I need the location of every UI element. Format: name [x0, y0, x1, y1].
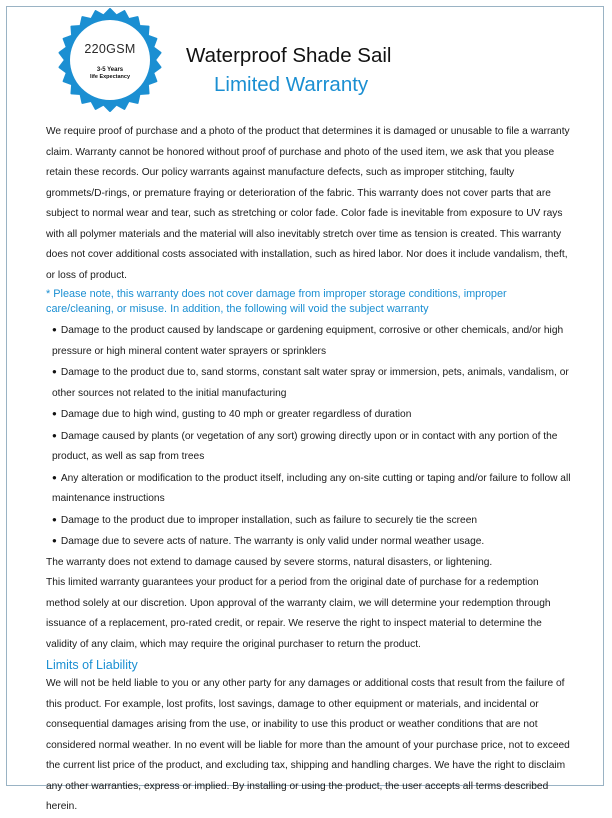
- badge-life-expectancy: life Expectancy: [89, 74, 131, 80]
- bullet-icon: ●: [52, 325, 57, 334]
- warranty-body: [46, 122, 572, 818]
- intro-paragraph: We require proof of purchase and a photo of the product that determines it is damaged or unusable to file a warranty claim. Warranty cannot be honored without proof of purchase and photo of the used item, we ask that you please retain these records. Our policy warrants against manufacture defects, such as improper stitching, faulty grommets/D-rings, or premature fraying or deterioration of the fabric. This warranty does not cover parts that are subject to normal wear and tear, such as stretching or color fade. Color fade is inevitable from exposure to UV rays with all polymer materials and the material will also inevitably stretch over time as tension is created. This warranty does not cover additional costs associated with installation, such as hired labor. Nor does it include vandalism, theft, or loss of product.: [46, 126, 570, 281]
- list-item: ● Damage to the product due to improper installation, such as failure to securely tie the screen: [52, 514, 478, 526]
- list-item: ● Damage caused by plants (or vegetation of any sort) growing directly upon or in contact with any portion of the product, as well as sap from trees: [52, 430, 558, 462]
- badge-gsm: 220GSM: [84, 42, 136, 56]
- page-subtitle: Limited Warranty: [214, 73, 369, 96]
- quality-seal-icon: [58, 8, 162, 112]
- badge-years: 3-5 Years: [96, 67, 124, 73]
- liability-heading: Limits of Liability: [46, 658, 138, 672]
- note-paragraph: * Please note, this warranty does not cover damage from improper storage conditions, improper care/cleaning, or misuse. In addition, the following will void the subject warranty: [46, 288, 507, 315]
- list-item: ● Damage due to high wind, gusting to 40 mph or greater regardless of duration: [52, 409, 412, 420]
- list-item: ● Damage due to severe acts of nature. The warranty is only valid under normal weather usage.: [52, 536, 485, 547]
- void-conditions-list: [46, 320, 572, 553]
- bullet-icon: ●: [52, 472, 57, 482]
- bullet-icon: ●: [52, 536, 57, 545]
- bullet-icon: ●: [52, 367, 57, 376]
- page-title: Waterproof Shade Sail: [186, 44, 392, 67]
- exclusion-paragraph: The warranty does not extend to damage caused by severe storms, natural disasters, or lightening.: [46, 556, 493, 568]
- bullet-icon: ●: [52, 514, 57, 524]
- guarantee-paragraph: This limited warranty guarantees your product for a period from the original date of purchase for a redemption method solely at our discretion. Upon approval of the warranty claim, we will determine your redemption through issuance of a replacement, pro-rated credit, or repair. We reserve the right to inspect material to determine the validity of any claim, which may require the original purchaser to return the product.: [46, 577, 551, 650]
- liability-paragraph: We will not be held liable to you or any other party for any damages or additional costs that result from the failure of this product. For example, lost profits, lost savings, damage to other equipment or materials, and incidental or consequential damages arising from the use, or inability to use this product or weather conditions that are not considered normal weather. In no event will be liable for more than the amount of your purchase price, not to exceed the current list price of the product, and excluding tax, shipping and handling charges. We have the right to disclaim any other warranties, express or implied. By installing or using the product, the user accepts all terms described herein.: [46, 678, 570, 812]
- list-item: ● Damage to the product caused by landscape or gardening equipment, corrosive or other chemicals, and/or high pressure or high mineral content water sprayers or sprinklers: [52, 325, 564, 357]
- list-item: ● Damage to the product due to, sand storms, constant salt water spray or immersion, pets, animals, vandalism, or other sources not related to the initial manufacturing: [52, 367, 569, 399]
- bullet-icon: ●: [52, 430, 57, 440]
- bullet-icon: ●: [52, 409, 57, 418]
- list-item: ● Any alteration or modification to the product itself, including any on-site cutting or taping and/or failure to follow all maintenance instructions: [52, 472, 571, 504]
